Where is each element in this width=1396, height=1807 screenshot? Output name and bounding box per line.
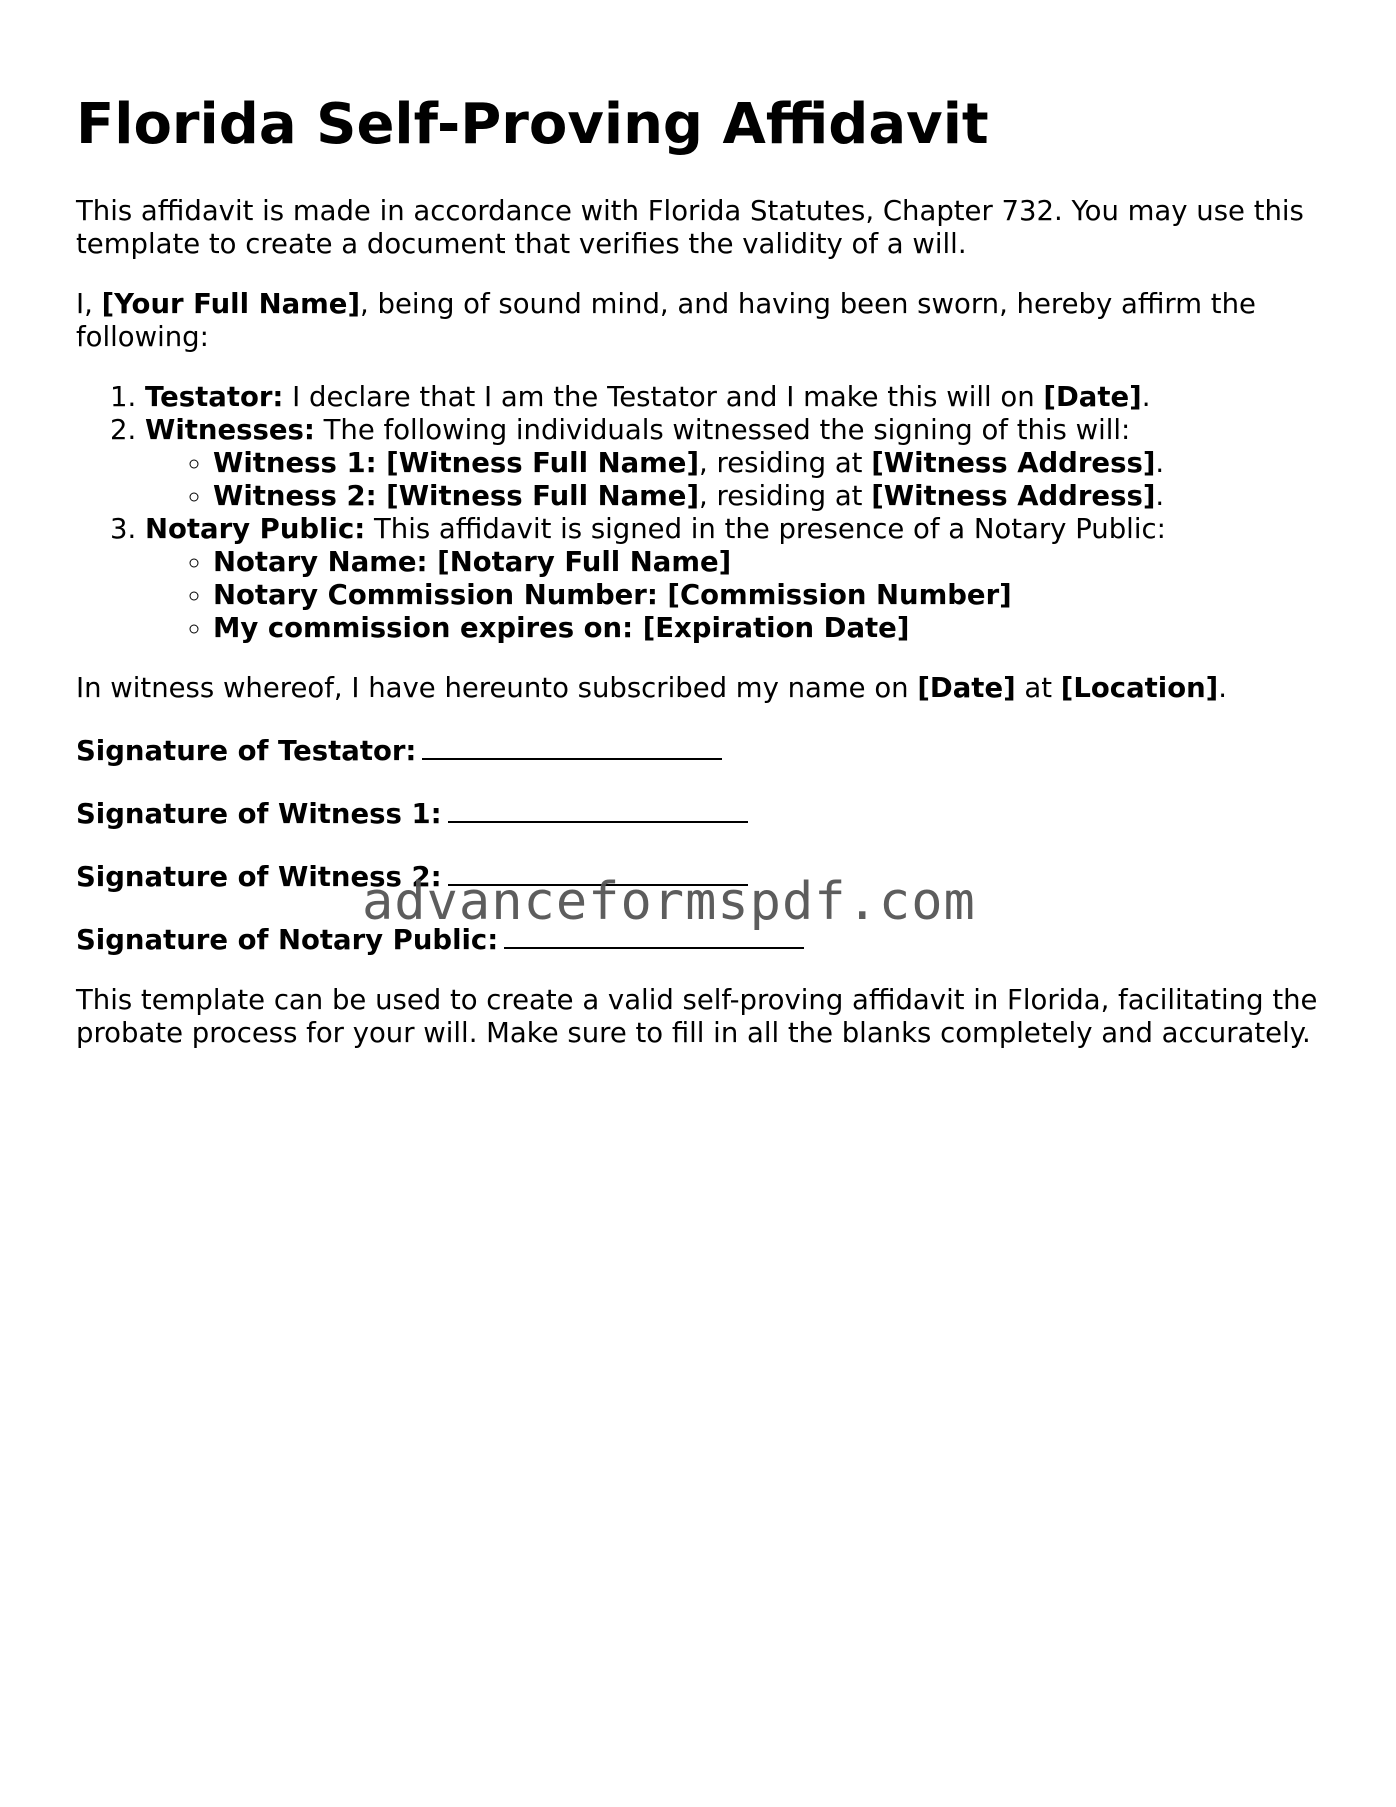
date-placeholder: [Date] [1043, 381, 1142, 413]
whereof-prefix: In witness whereof, I have hereunto subscribed my name on [76, 672, 918, 704]
witness-sublist [145, 447, 1326, 513]
signature-label: Signature of Witness 2: [76, 861, 442, 893]
affirmation-paragraph [76, 288, 1326, 354]
closing-paragraph: This template can be used to create a valid self-proving affidavit in Florida, facilitating the probate process for your will. Make sure to fill in all the blanks completely and accurately. [76, 984, 1318, 1049]
affirm-prefix: I, [76, 288, 102, 320]
affirm-suffix: , being of sound mind, and having been sworn, hereby affirm the following: [76, 288, 1256, 353]
whereof-end: . [1218, 672, 1228, 704]
item-end: . [1141, 381, 1151, 413]
sublist-item-commission-number [213, 579, 1326, 612]
date-placeholder: [Date] [917, 672, 1016, 704]
affirm-name-placeholder: [Your Full Name] [101, 288, 361, 320]
witness-name-placeholder: Witness 1: [Witness Full Name] [213, 447, 700, 479]
item-label: Notary Public: [145, 513, 366, 545]
sub-end: . [1155, 480, 1165, 512]
commission-number-placeholder: Notary Commission Number: [Commission Number] [213, 579, 1012, 611]
signature-blank[interactable] [422, 732, 722, 760]
signature-witness-1 [76, 795, 1326, 831]
signature-label: Signature of Notary Public: [76, 924, 499, 956]
sub-text: , residing at [699, 447, 872, 479]
affidavit-list [76, 381, 1326, 645]
item-text: I declare that I am the Testator and I make this will on [283, 381, 1044, 413]
watermark: advanceformspdf.com [362, 872, 976, 932]
list-item-witnesses [145, 414, 1326, 513]
notary-sublist [145, 546, 1326, 645]
item-label: Witnesses: [145, 414, 315, 446]
sublist-item-commission-expiry [213, 612, 1326, 645]
notary-name-placeholder: Notary Name: [Notary Full Name] [213, 546, 732, 578]
item-text: The following individuals witnessed the signing of this will: [314, 414, 1131, 446]
item-label: Testator: [145, 381, 284, 413]
witness-whereof-paragraph [76, 672, 1326, 705]
signature-label: Signature of Testator: [76, 735, 417, 767]
witness-address-placeholder: [Witness Address] [871, 480, 1156, 512]
expiration-date-placeholder: My commission expires on: [Expiration Date] [213, 612, 910, 644]
signature-label: Signature of Witness 1: [76, 798, 442, 830]
witness-name-placeholder: Witness 2: [Witness Full Name] [213, 480, 700, 512]
intro-paragraph: This affidavit is made in accordance with Florida Statutes, Chapter 732. You may use this template to create a document that verifies the validity of a will. [76, 195, 1304, 260]
sub-end: . [1155, 447, 1165, 479]
signature-blank[interactable] [448, 795, 748, 823]
sub-text: , residing at [699, 480, 872, 512]
item-text: This affidavit is signed in the presence of a Notary Public: [365, 513, 1166, 545]
whereof-mid: at [1015, 672, 1061, 704]
location-placeholder: [Location] [1060, 672, 1219, 704]
signature-testator [76, 732, 1326, 768]
list-item-testator [145, 381, 1326, 414]
sublist-item-notary-name [213, 546, 1326, 579]
sublist-item-witness-2 [213, 480, 1326, 513]
witness-address-placeholder: [Witness Address] [871, 447, 1156, 479]
sublist-item-witness-1 [213, 447, 1326, 480]
list-item-notary [145, 513, 1326, 645]
page-title: Florida Self-Proving Affidavit [76, 92, 989, 157]
